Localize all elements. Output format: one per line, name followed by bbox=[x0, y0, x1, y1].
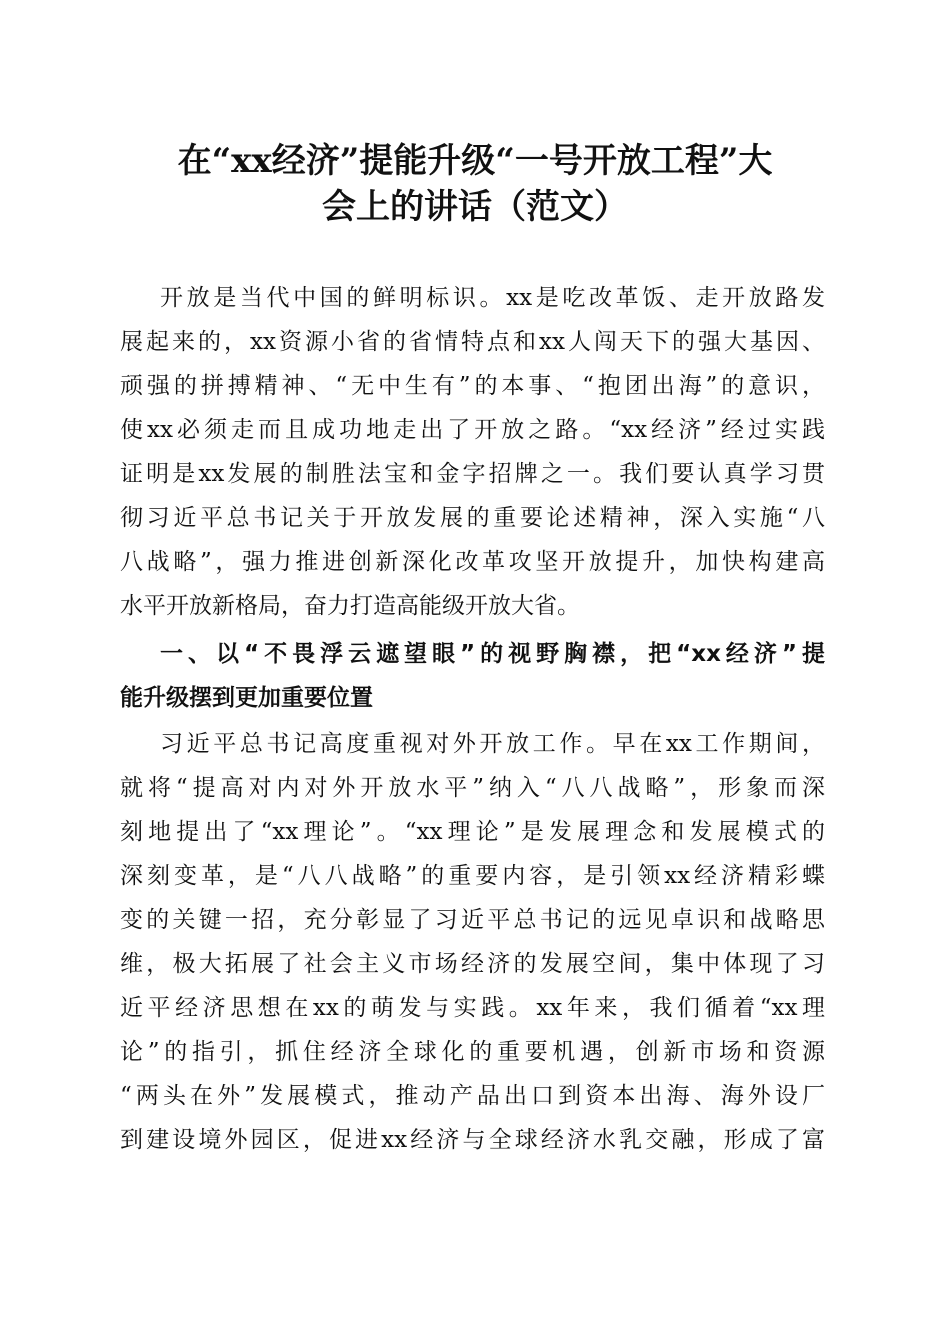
paragraph-1-line-5: 证明是xx发展的制胜法宝和金字招牌之一。我们要认真学习贯 bbox=[120, 461, 825, 487]
paragraph-1-line-7: 八战略”，强力推进创新深化改革攻坚开放提升，加快构建高 bbox=[120, 549, 825, 575]
paragraph-1-line-4: 使xx必须走而且成功地走出了开放之路。“xx经济”经过实践 bbox=[120, 417, 825, 443]
paragraph-2-line-4: 深刻变革，是“八八战略”的重要内容，是引领xx经济精彩蝶 bbox=[120, 863, 825, 889]
paragraph-2-line-6: 维，极大拓展了社会主义市场经济的发展空间，集中体现了习 bbox=[120, 951, 825, 977]
paragraph-1-line-1: 开放是当代中国的鲜明标识。xx是吃改革饭、走开放路发 bbox=[160, 285, 825, 311]
document-title-line-2: 会上的讲话（范文） bbox=[322, 187, 628, 227]
paragraph-1-line-2: 展起来的，xx资源小省的省情特点和xx人闯天下的强大基因、 bbox=[120, 329, 825, 355]
document-title-line-1: 在“xx经济”提能升级“一号开放工程”大 bbox=[177, 141, 773, 181]
section-heading-1-line-2: 能升级摆到更加重要位置 bbox=[120, 685, 373, 711]
paragraph-1-line-8: 水平开放新格局，奋力打造高能级开放大省。 bbox=[120, 593, 580, 619]
paragraph-2-line-1: 习近平总书记高度重视对外开放工作。早在xx工作期间， bbox=[160, 731, 825, 757]
paragraph-2-line-5: 变的关键一招，充分彰显了习近平总书记的远见卓识和战略思 bbox=[120, 907, 825, 933]
paragraph-1-line-6: 彻习近平总书记关于开放发展的重要论述精神，深入实施“八 bbox=[120, 505, 825, 531]
paragraph-2-line-10: 到建设境外园区，促进xx经济与全球经济水乳交融，形成了富 bbox=[120, 1127, 825, 1153]
paragraph-2-line-7: 近平经济思想在xx的萌发与实践。xx年来，我们循着“xx理 bbox=[120, 995, 825, 1021]
paragraph-2-line-2: 就将“提高对内对外开放水平”纳入“八八战略”，形象而深 bbox=[120, 775, 825, 801]
paragraph-2-line-8: 论”的指引，抓住经济全球化的重要机遇，创新市场和资源 bbox=[120, 1039, 825, 1065]
paragraph-2-line-3: 刻地提出了“xx理论”。“xx理论”是发展理念和发展模式的 bbox=[120, 819, 825, 845]
section-heading-1-line-1: 一、以“不畏浮云遮望眼”的视野胸襟，把“xx经济”提 bbox=[160, 641, 825, 667]
paragraph-2-line-9: “两头在外”发展模式，推动产品出口到资本出海、海外设厂 bbox=[120, 1083, 825, 1109]
paragraph-1-line-3: 顽强的拼搏精神、“无中生有”的本事、“抱团出海”的意识， bbox=[120, 373, 825, 399]
